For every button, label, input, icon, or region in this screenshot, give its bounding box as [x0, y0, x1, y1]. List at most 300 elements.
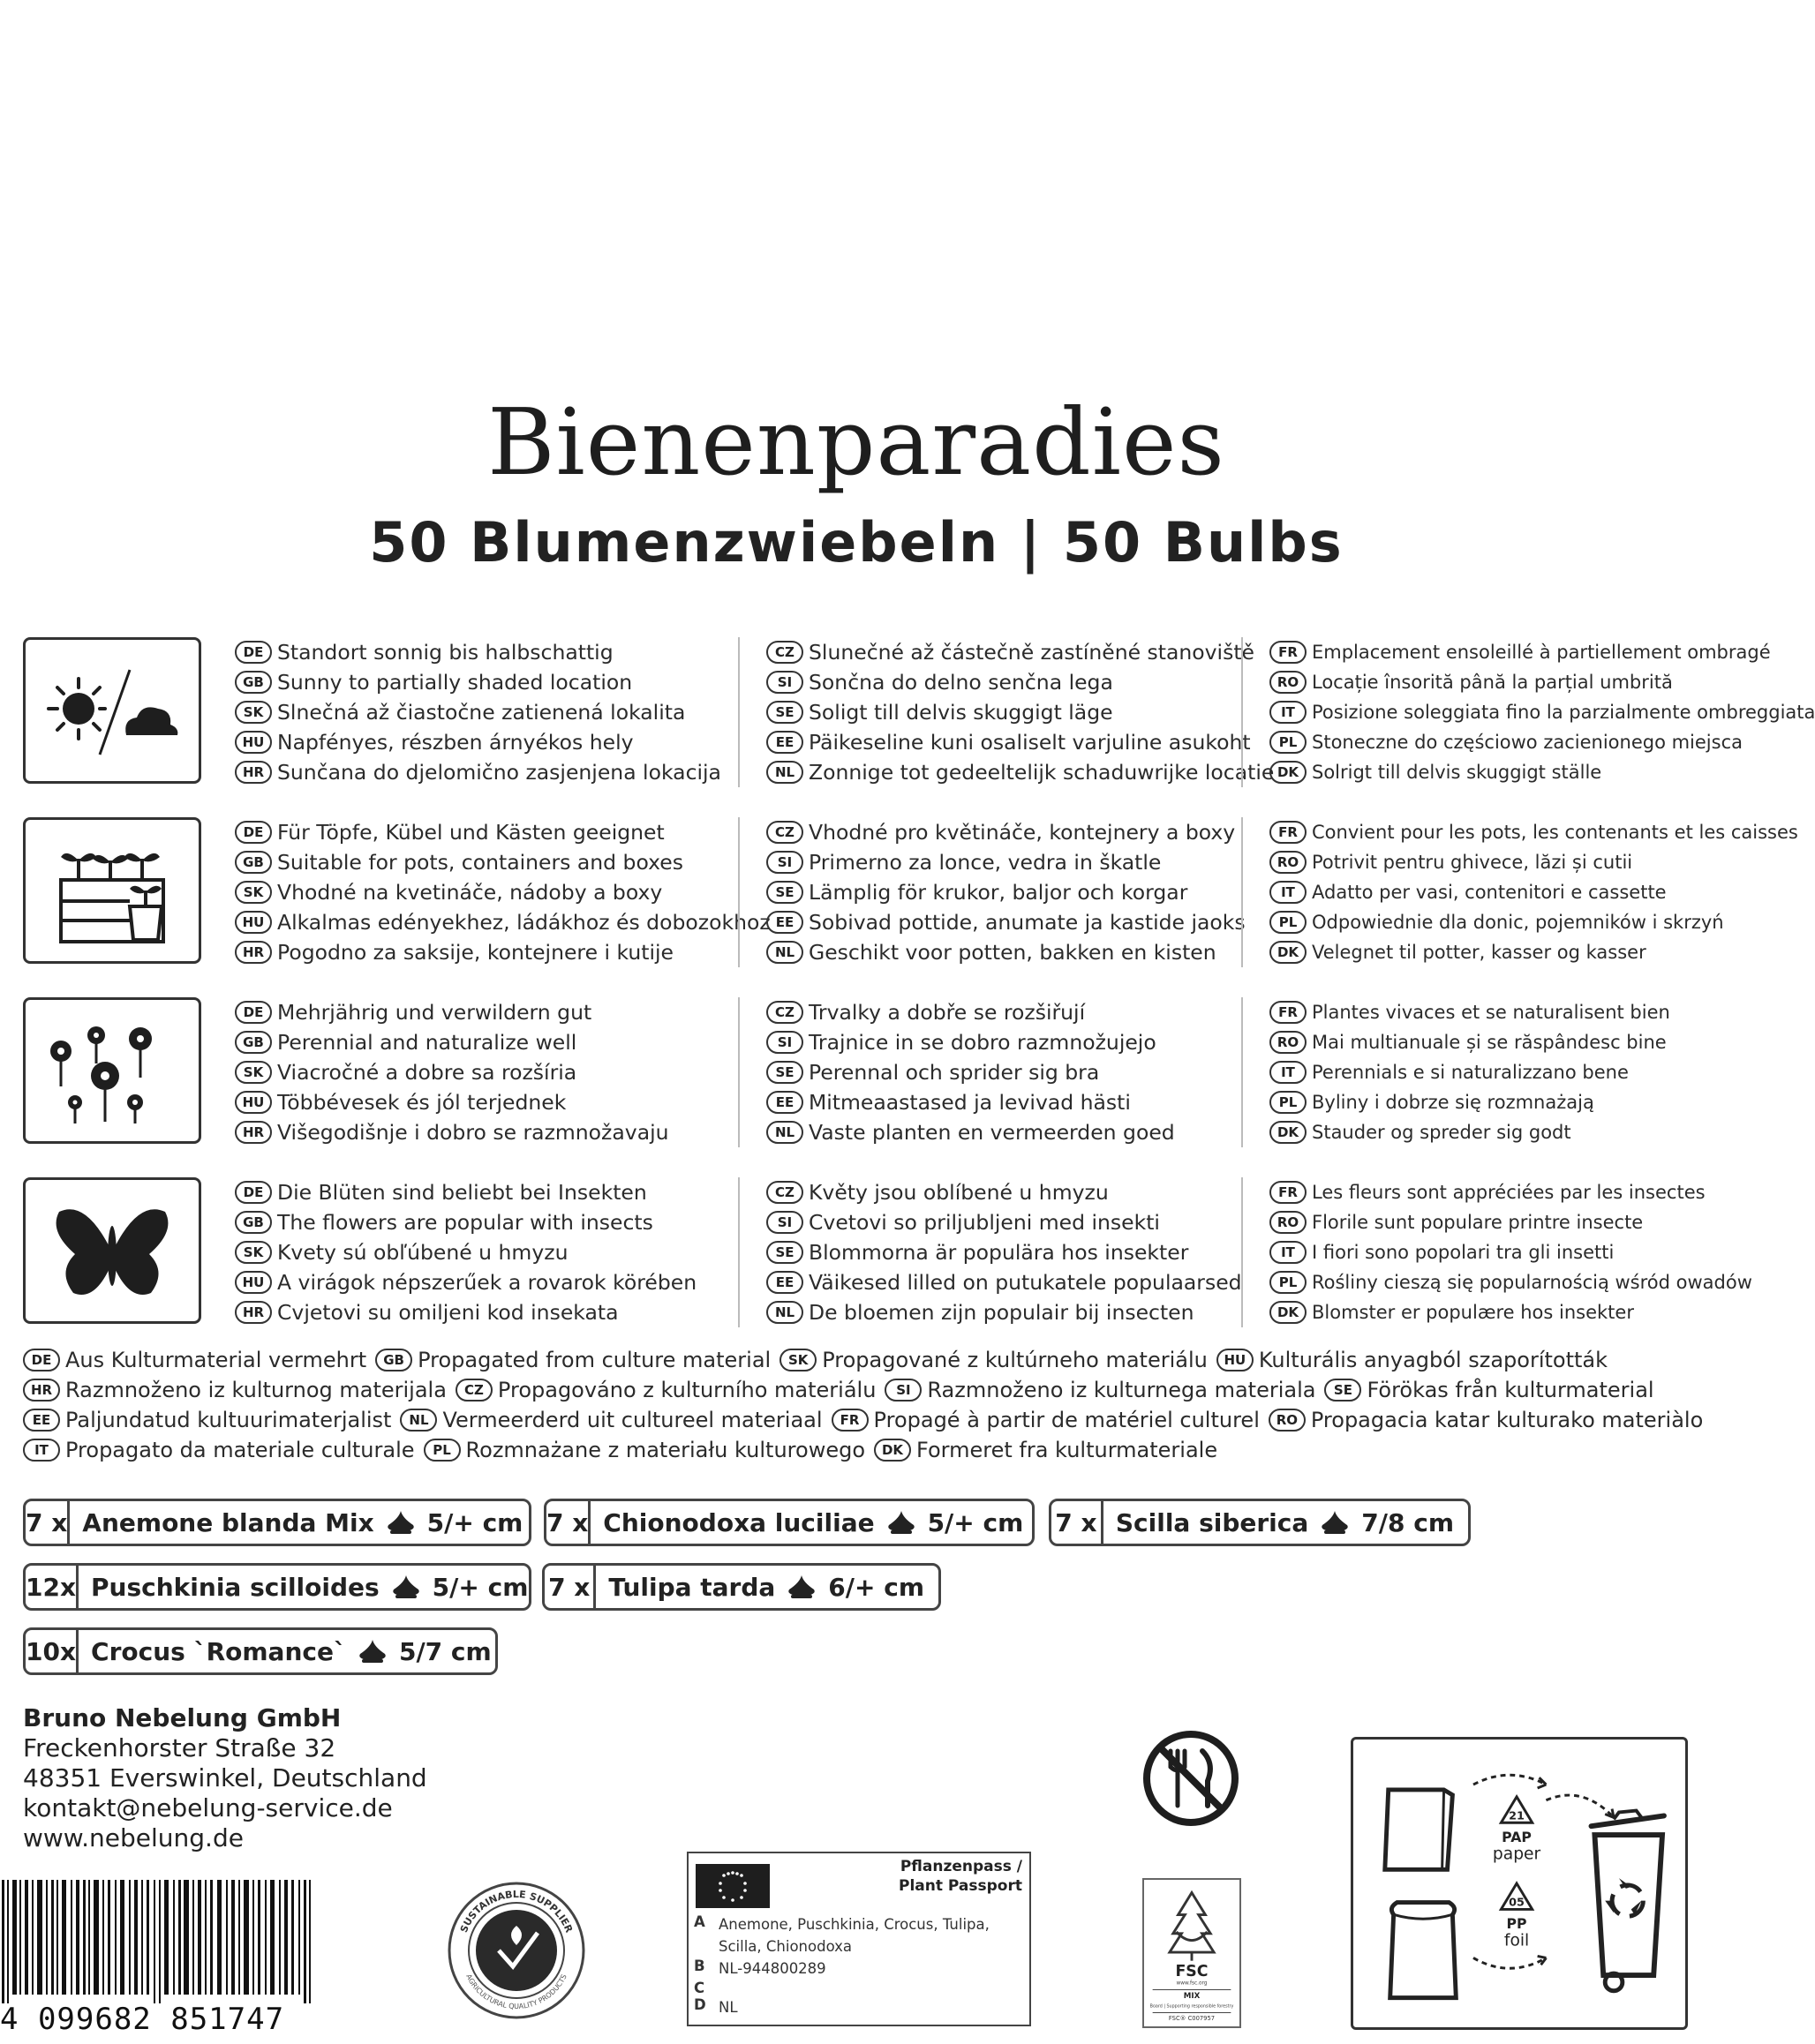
culture-text: Förökas från kulturmaterial: [1367, 1378, 1654, 1402]
culture-line: [23, 1345, 1700, 1375]
info-text: Posizione soleggiata fino la parzialmente ombreggiata: [1312, 702, 1815, 723]
lang-badge: EE: [766, 1271, 803, 1294]
flowers-icon: [41, 1012, 183, 1129]
fsc-text: FSC: [1175, 1963, 1209, 1981]
info-text: Mitmeaastased ja levivad hästi: [809, 1090, 1131, 1115]
culture-item: [885, 1378, 1315, 1402]
info-line: [766, 757, 1275, 787]
info-text: Květy jsou oblíbené u hmyzu: [809, 1180, 1109, 1205]
barcode-icon: [0, 1880, 327, 2021]
culture-text: Propagacia katar kulturako materiàlo: [1310, 1408, 1704, 1432]
plant-passport-title: [899, 1857, 1022, 1896]
fsc-desc: Board | Supporting responsible forestry: [1149, 2004, 1234, 2010]
culture-item: [375, 1348, 771, 1372]
info-text: Für Töpfe, Kübel und Kästen geeignet: [277, 820, 665, 845]
sustainable-supplier-seal-icon: [446, 1880, 587, 2021]
seal-bottom-text: AGRICULTURAL QUALITY PRODUCTS: [464, 1973, 569, 2011]
lang-badge: FR: [1269, 641, 1307, 664]
lang-badge: EE: [23, 1409, 60, 1432]
lang-badge: RO: [1269, 1031, 1307, 1054]
barcode-number: 4 099682 851747: [0, 2002, 285, 2037]
info-line: [1269, 1117, 1718, 1147]
info-line: [235, 1237, 729, 1267]
bulb-icon: [1317, 1509, 1352, 1536]
info-line: [235, 637, 729, 667]
plant-passport-row: [694, 1980, 1024, 1996]
info-col-3: [1241, 637, 1815, 787]
lang-badge: DK: [874, 1439, 911, 1462]
recycling-info: [1351, 1737, 1688, 2030]
info-text: Geschikt voor potten, bakken en kisten: [809, 940, 1216, 965]
not-edible-icon: [1141, 1728, 1241, 1829]
lang-badge: HR: [235, 1301, 272, 1324]
info-text: Trajnice in se dobro razmnožujejo: [809, 1030, 1156, 1055]
lang-badge: EE: [766, 911, 803, 934]
info-line: [766, 727, 1251, 757]
seal-top-text: SUSTAINABLE SUPPLIER: [457, 1888, 576, 1935]
culture-line: [23, 1405, 1704, 1435]
lang-badge: CZ: [766, 641, 803, 664]
info-text: Byliny i dobrze się rozmnażają: [1312, 1092, 1594, 1113]
info-text: Rośliny cieszą się popularnością wśród owadów: [1312, 1272, 1752, 1293]
lang-badge: HU: [235, 911, 272, 934]
info-text: Vaste planten en vermeerden goed: [809, 1120, 1175, 1145]
info-line: [1269, 757, 1718, 787]
info-line: [766, 937, 1232, 967]
bulb-pill: [23, 1627, 498, 1675]
company-city: 48351 Everswinkel, Deutschland: [23, 1763, 427, 1792]
info-col-2: [738, 1177, 1242, 1327]
lang-badge: NL: [766, 761, 803, 784]
info-text: Alkalmas edényekhez, ládákhoz és dobozokhoz: [277, 910, 771, 935]
bulb-name: Chionodoxa luciliae: [603, 1507, 875, 1537]
info-col-1: [235, 637, 729, 787]
info-text: Emplacement ensoleillé à partiellement ombragé: [1312, 642, 1771, 663]
lang-badge: DE: [235, 1001, 272, 1024]
plant-passport: [687, 1852, 1031, 2026]
lang-badge: HU: [235, 1271, 272, 1294]
info-line: [235, 1117, 729, 1147]
lang-badge: DK: [1269, 1301, 1307, 1324]
bulb-qty: 7 x: [545, 1566, 596, 1608]
culture-item: [874, 1438, 1217, 1462]
culture-item: [832, 1408, 1260, 1432]
info-text: Cvjetovi su omiljeni kod insekata: [277, 1300, 619, 1325]
culture-item: [23, 1438, 415, 1462]
info-text: Odpowiednie dla donic, pojemników i skrzyń: [1312, 912, 1724, 933]
culture-text: Kulturális anyagból szaporították: [1258, 1348, 1608, 1372]
lang-badge: IT: [1269, 1241, 1307, 1264]
lang-badge: EE: [766, 1091, 803, 1114]
info-text: Velegnet til potter, kasser og kasser: [1312, 942, 1646, 963]
lang-badge: EE: [766, 731, 803, 754]
info-line: [766, 637, 1254, 667]
bulb-icon: [383, 1509, 418, 1536]
info-line: [766, 997, 1232, 1027]
info-text: Les fleurs sont appréciées par les insectes: [1312, 1182, 1706, 1203]
info-text: Sunčana do djelomično zasjenjena lokacija: [277, 760, 721, 785]
lang-badge: PL: [1269, 1091, 1307, 1114]
lang-badge: HR: [235, 1121, 272, 1144]
info-line: [1269, 1297, 1718, 1327]
info-line: [235, 1207, 729, 1237]
bulb-size: 6/+ cm: [828, 1572, 924, 1602]
info-line: [235, 937, 729, 967]
info-line: [766, 697, 1232, 727]
butterfly-icon-box: [23, 1177, 201, 1324]
info-text: Slnečná až čiastočne zatienená lokalita: [277, 700, 686, 725]
info-col-3: [1241, 997, 1718, 1147]
info-text: Stoneczne do częściowo zacienionego miejsca: [1312, 732, 1743, 753]
info-text: Vhodné na kvetináče, nádoby a boxy: [277, 880, 663, 905]
culture-line: [23, 1375, 1700, 1405]
culture-item: [424, 1438, 865, 1462]
lang-badge: CZ: [766, 1001, 803, 1024]
info-text: Lämplig för krukor, baljor och korgar: [809, 880, 1188, 905]
info-col-3: [1241, 1177, 1752, 1327]
culture-item: [1324, 1378, 1653, 1402]
info-text: A virágok népszerűek a rovarok körében: [277, 1270, 697, 1295]
culture-item: [400, 1408, 822, 1432]
company-email[interactable]: kontakt@nebelung-service.de: [23, 1793, 393, 1822]
lang-badge: HU: [235, 731, 272, 754]
info-line: [1269, 1267, 1752, 1297]
bulb-qty: 10x: [26, 1630, 79, 1672]
info-text: Cvetovi so priljubljeni med insekti: [809, 1210, 1160, 1235]
info-text: Kvety sú obľúbené u hmyzu: [277, 1240, 569, 1265]
lang-badge: DE: [235, 1181, 272, 1204]
foil-code: 05: [1509, 1896, 1525, 1910]
lang-badge: NL: [400, 1409, 437, 1432]
lang-badge: HR: [235, 941, 272, 964]
bulb-name: Anemone blanda Mix: [82, 1507, 374, 1537]
culture-text: Razmnoženo iz kulturnog materijala: [65, 1378, 447, 1402]
info-text: Többévesek és jól terjednek: [277, 1090, 567, 1115]
lang-badge: DK: [1269, 1121, 1307, 1144]
lang-badge: GB: [235, 671, 272, 694]
lang-badge: GB: [235, 1211, 272, 1234]
info-text: Suitable for pots, containers and boxes: [277, 850, 684, 875]
culture-item: [1216, 1348, 1608, 1372]
info-col-3: [1241, 817, 1798, 967]
company-address: [23, 1703, 427, 1853]
info-text: The flowers are popular with insects: [277, 1210, 653, 1235]
lang-badge: DE: [23, 1349, 60, 1371]
plant-passport-title-line2: Plant Passport: [899, 1877, 1022, 1895]
info-text: Väikesed lilled on putukatele populaarsed: [809, 1270, 1242, 1295]
page-subtitle: 50 Blumenzwiebeln | 50 Bulbs: [369, 510, 1344, 575]
sun-cloud-icon-box: [23, 637, 201, 784]
lang-badge: FR: [1269, 821, 1307, 844]
info-line: [1269, 997, 1718, 1027]
lang-badge: PL: [1269, 731, 1307, 754]
pp-value: NL-944800289: [719, 1960, 826, 1977]
info-line: [1269, 1027, 1718, 1057]
lang-badge: IT: [1269, 1061, 1307, 1084]
info-text: Stauder og spreder sig godt: [1312, 1122, 1571, 1143]
lang-badge: DK: [1269, 761, 1307, 784]
info-line: [235, 697, 729, 727]
info-row-perennial: [23, 997, 1700, 1147]
info-line: [766, 1267, 1242, 1297]
info-text: Napfényes, részben árnyékos hely: [277, 730, 634, 755]
info-text: Primerno za lonce, vedra in škatle: [809, 850, 1162, 875]
culture-item: [1269, 1408, 1703, 1432]
info-line: [766, 877, 1232, 907]
lang-badge: NL: [766, 941, 803, 964]
lang-badge: CZ: [456, 1379, 493, 1401]
bulb-icon: [884, 1509, 919, 1536]
info-text: Pogodno za saksije, kontejnere i kutije: [277, 940, 674, 965]
lang-badge: SK: [235, 1061, 272, 1084]
lang-badge: FR: [1269, 1001, 1307, 1024]
plant-passport-body: [694, 1913, 1024, 2018]
lang-badge: HU: [235, 1091, 272, 1114]
culture-material-block: [23, 1345, 1704, 1465]
info-row-location: [23, 637, 1815, 787]
eu-flag-icon: [696, 1864, 770, 1908]
info-line: [766, 907, 1246, 937]
bulb-icon: [388, 1574, 424, 1600]
culture-text: Propagato da materiale culturale: [65, 1438, 415, 1462]
info-text: Locație însorită până la parțial umbrită: [1312, 672, 1673, 693]
lang-badge: FR: [1269, 1181, 1307, 1204]
lang-badge: SK: [235, 701, 272, 724]
bulb-pill: [1049, 1499, 1471, 1546]
lang-badge: SE: [766, 1061, 803, 1084]
info-text: Sončna do delno senčna lega: [809, 670, 1113, 695]
lang-badge: SI: [766, 851, 803, 874]
info-line: [235, 997, 729, 1027]
plant-passport-row: [694, 1996, 1024, 2018]
info-line: [1269, 667, 1718, 697]
planter-box-icon: [41, 832, 183, 949]
lang-badge: DE: [235, 821, 272, 844]
info-text: Solrigt till delvis skuggigt ställe: [1312, 762, 1602, 783]
lang-badge: SI: [885, 1379, 922, 1401]
info-line: [235, 907, 771, 937]
info-line: [1269, 1207, 1718, 1237]
info-text: Zonnige tot gedeeltelijk schaduwrijke locatie: [809, 760, 1275, 785]
info-text: Višegodišnje i dobro se razmnožavaju: [277, 1120, 669, 1145]
info-line: [766, 847, 1232, 877]
info-col-1: [235, 1177, 729, 1327]
lang-badge: PL: [1269, 1271, 1307, 1294]
info-line: [766, 1177, 1232, 1207]
plant-passport-row: [694, 1958, 1024, 1980]
bulb-pill: [544, 1499, 1035, 1546]
info-text: Plantes vivaces et se naturalisent bien: [1312, 1002, 1670, 1023]
plant-passport-title-line1: Pflanzenpass /: [900, 1858, 1022, 1875]
info-col-1: [235, 817, 771, 967]
culture-line: [23, 1435, 1700, 1465]
bulb-name: Scilla siberica: [1115, 1507, 1309, 1537]
culture-text: Propagated from culture material: [418, 1348, 772, 1372]
lang-badge: SK: [235, 1241, 272, 1264]
lang-badge: IT: [1269, 701, 1307, 724]
info-text: Päikeseline kuni osaliselt varjuline asukoht: [809, 730, 1251, 755]
company-name: Bruno Nebelung GmbH: [23, 1703, 342, 1732]
pp-key: A: [694, 1913, 705, 1930]
culture-text: Propagé à partir de matériel culturel: [873, 1408, 1260, 1432]
info-line: [235, 1267, 729, 1297]
fsc-label: [1142, 1878, 1241, 2028]
info-line: [235, 847, 729, 877]
info-line: [1269, 847, 1718, 877]
culture-text: Vermeerderd uit cultureel materiaal: [442, 1408, 823, 1432]
info-line: [235, 667, 729, 697]
info-text: Trvalky a dobře se rozšiřují: [809, 1000, 1086, 1025]
info-line: [1269, 817, 1798, 847]
info-text: Potrivit pentru ghivece, lăzi și cutii: [1312, 852, 1633, 873]
info-line: [1269, 907, 1724, 937]
sun-cloud-icon: [41, 652, 183, 769]
paper-abbr: PAP: [1502, 1828, 1532, 1845]
flowers-icon-box: [23, 997, 201, 1144]
info-line: [235, 1087, 729, 1117]
culture-item: [779, 1348, 1208, 1372]
bulb-name: Crocus `Romance`: [91, 1636, 346, 1666]
info-text: Die Blüten sind beliebt bei Insekten: [277, 1180, 647, 1205]
info-line: [766, 817, 1236, 847]
lang-badge: NL: [766, 1121, 803, 1144]
pp-key: D: [694, 1996, 706, 2013]
bulb-name: Tulipa tarda: [608, 1572, 776, 1602]
culture-item: [23, 1348, 366, 1372]
info-line: [235, 1297, 729, 1327]
bulb-size: 5/+ cm: [426, 1507, 523, 1537]
info-line: [766, 1117, 1232, 1147]
lang-badge: RO: [1269, 671, 1307, 694]
info-text: Perennal och sprider sig bra: [809, 1060, 1100, 1085]
info-line: [235, 1177, 729, 1207]
info-line: [766, 1207, 1232, 1237]
lang-badge: SK: [779, 1349, 817, 1371]
info-line: [1269, 1087, 1718, 1117]
info-text: Sobivad pottide, anumate ja kastide jaoks: [809, 910, 1246, 935]
culture-item: [23, 1378, 447, 1402]
bulb-qty: 12x: [26, 1566, 79, 1608]
culture-item: [456, 1378, 876, 1402]
company-street: Freckenhorster Straße 32: [23, 1733, 336, 1762]
info-line: [1269, 637, 1771, 667]
foil-label: foil: [1503, 1931, 1530, 1950]
info-col-1: [235, 997, 729, 1147]
company-website[interactable]: www.nebelung.de: [23, 1823, 244, 1852]
info-text: Standort sonnig bis halbschattig: [277, 640, 614, 665]
info-line: [1269, 877, 1718, 907]
fsc-mix: MIX: [1183, 1992, 1201, 2002]
info-text: I fiori sono popolari tra gli insetti: [1312, 1242, 1615, 1263]
info-line: [235, 757, 729, 787]
lang-badge: SI: [766, 671, 803, 694]
lang-badge: RO: [1269, 851, 1307, 874]
lang-badge: PL: [424, 1439, 461, 1462]
lang-badge: DK: [1269, 941, 1307, 964]
lang-badge: HR: [23, 1379, 60, 1401]
info-col-2: [738, 637, 1275, 787]
bulb-qty: 7 x: [546, 1501, 591, 1544]
recycling-graphic: [1353, 1740, 1685, 2027]
lang-badge: HU: [1216, 1349, 1254, 1371]
bulb-qty: 7 x: [26, 1501, 70, 1544]
info-text: Soligt till delvis skuggigt läge: [809, 700, 1113, 725]
info-line: [766, 1057, 1232, 1087]
bulb-name: Puschkinia scilloides: [91, 1572, 380, 1602]
lang-badge: CZ: [766, 821, 803, 844]
paper-code: 21: [1509, 1809, 1525, 1823]
lang-badge: SE: [766, 1241, 803, 1264]
info-row-containers: [23, 817, 1798, 967]
info-text: Blomster er populære hos insekter: [1312, 1302, 1634, 1323]
lang-badge: DE: [235, 641, 272, 664]
lang-badge: PL: [1269, 911, 1307, 934]
info-text: De bloemen zijn populair bij insecten: [809, 1300, 1194, 1325]
bulb-size: 7/8 cm: [1361, 1507, 1454, 1537]
info-line: [235, 1057, 729, 1087]
pp-value: [719, 1980, 1024, 1996]
bulb-pill: [542, 1563, 941, 1611]
info-text: Mai multianuale și se răspândesc bine: [1312, 1032, 1667, 1053]
info-line: [235, 817, 729, 847]
bulb-size: 5/+ cm: [432, 1572, 529, 1602]
bulb-pill: [23, 1563, 531, 1611]
info-text: Viacročné a dobre sa rozšíria: [277, 1060, 577, 1085]
info-text: Slunečné až částečně zastíněné stanoviště: [809, 640, 1254, 665]
lang-badge: GB: [235, 1031, 272, 1054]
lang-badge: GB: [375, 1349, 412, 1371]
fsc-code: FSC® C007957: [1168, 2015, 1216, 2023]
bulb-qty: 7 x: [1051, 1501, 1103, 1544]
info-line: [1269, 937, 1718, 967]
paper-label: paper: [1492, 1845, 1541, 1864]
lang-badge: SK: [235, 881, 272, 904]
pp-value: Anemone, Puschkinia, Crocus, Tulipa, Scilla, Chionodoxa: [719, 1916, 990, 1955]
lang-badge: RO: [1269, 1409, 1306, 1432]
info-line: [235, 877, 729, 907]
info-text: Convient pour les pots, les contenants et les caisses: [1312, 822, 1798, 843]
page-title: Bienenparadies: [487, 388, 1225, 496]
info-row-insects: [23, 1177, 1752, 1327]
lang-badge: SI: [766, 1031, 803, 1054]
info-line: [766, 1237, 1232, 1267]
planter-box-icon-box: [23, 817, 201, 964]
lang-badge: SE: [766, 881, 803, 904]
culture-text: Propagováno z kulturního materiálu: [497, 1378, 877, 1402]
info-text: Mehrjährig und verwildern gut: [277, 1000, 592, 1025]
plant-passport-row: [694, 1913, 1024, 1958]
lang-badge: HR: [235, 761, 272, 784]
lang-badge: GB: [235, 851, 272, 874]
culture-text: Razmnoženo iz kulturnega materiala: [927, 1378, 1316, 1402]
info-col-2: [738, 997, 1232, 1147]
culture-text: Propagované z kultúrneho materiálu: [822, 1348, 1208, 1372]
info-line: [766, 1087, 1232, 1117]
info-text: Sunny to partially shaded location: [277, 670, 633, 695]
bulb-icon: [784, 1574, 819, 1600]
info-line: [1269, 727, 1743, 757]
info-line: [1269, 697, 1815, 727]
culture-text: Aus Kulturmaterial vermehrt: [65, 1348, 367, 1372]
info-line: [766, 667, 1232, 697]
lang-badge: RO: [1269, 1211, 1307, 1234]
info-text: Perennials e si naturalizzano bene: [1312, 1062, 1629, 1083]
info-text: Blommorna är populära hos insekter: [809, 1240, 1189, 1265]
lang-badge: SI: [766, 1211, 803, 1234]
info-line: [235, 727, 729, 757]
bulb-pill: [23, 1499, 531, 1546]
info-line: [766, 1027, 1232, 1057]
